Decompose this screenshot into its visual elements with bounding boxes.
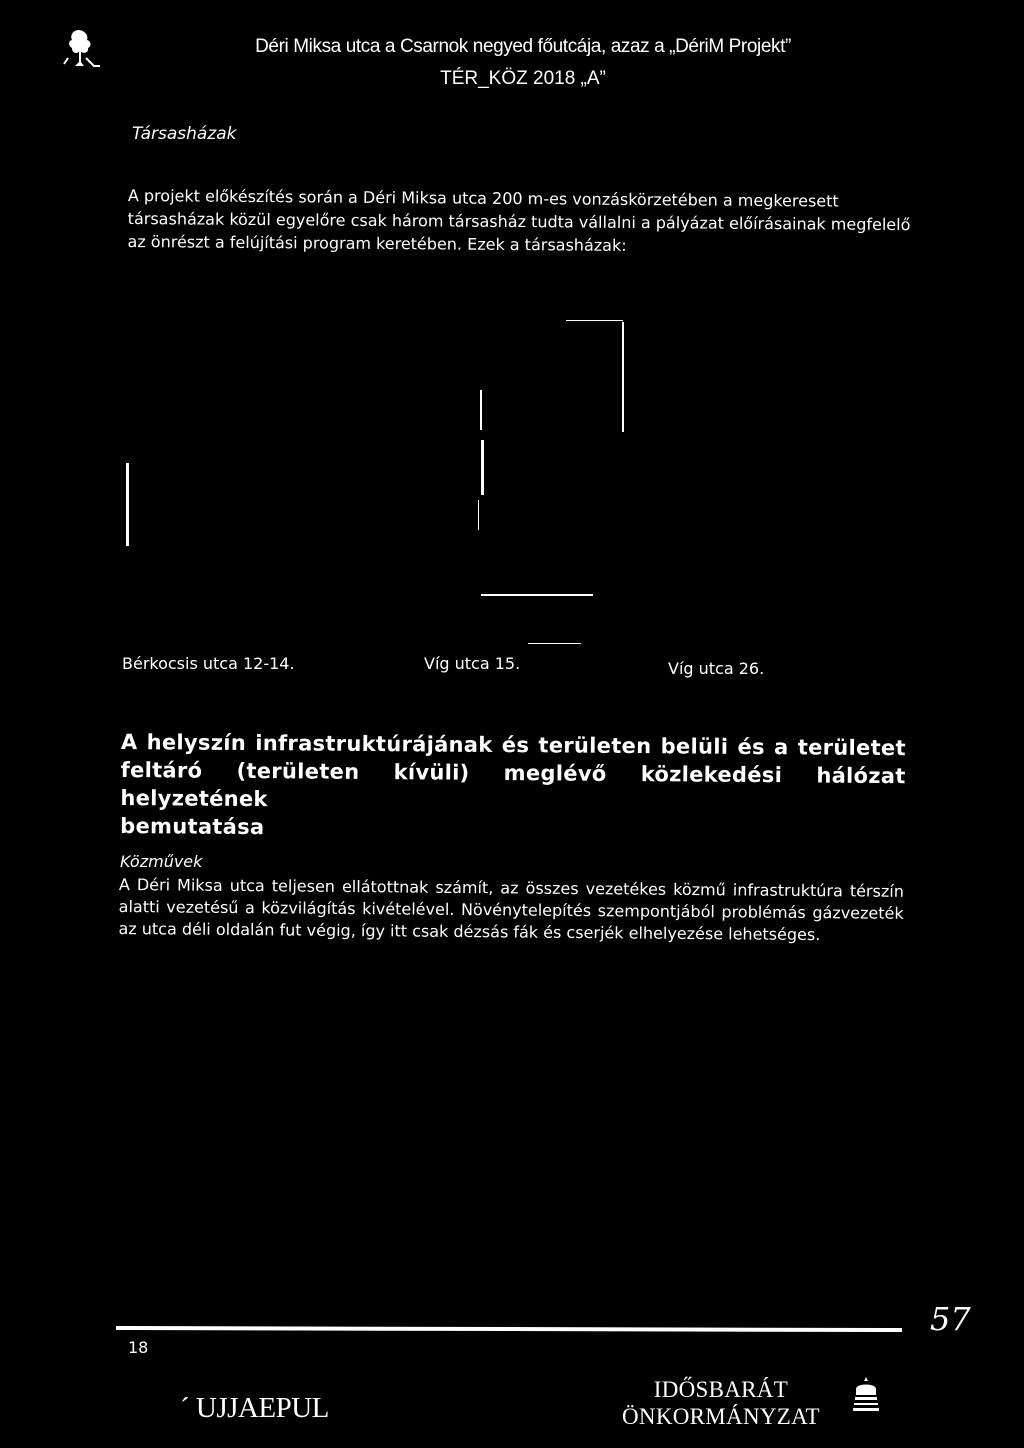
handwritten-page-number: 57 — [930, 1300, 971, 1338]
infrastructure-section-heading — [120, 728, 906, 846]
footer-brand-senior-friendly — [622, 1376, 820, 1430]
heading-line: A helyszín infrastruktúrájának és területen belüli és a területet — [120, 729, 906, 761]
section-heading-condominiums: Társasházak — [132, 124, 237, 144]
document-header-subtitle: TÉR_KÖZ 2018 „A” — [440, 68, 606, 89]
heading-line: feltáró (területen kívüli) meglévő közlekedési hálózat helyzetének — [120, 757, 906, 812]
photo-edge-line — [566, 320, 623, 321]
brand-line: IDŐSBARÁT — [653, 1377, 789, 1402]
page-number: 18 — [128, 1338, 149, 1357]
document-header-title: Déri Miksa utca a Csarnok negyed főutcája, azaz a „DériM Projekt” — [255, 36, 791, 57]
photo-edge-line — [481, 440, 484, 495]
photo-edge-line — [622, 322, 624, 432]
photo-captions — [122, 654, 922, 684]
photo-edge-line — [528, 643, 581, 644]
footer-brand-logo: ´ UJJAEPUL — [180, 1392, 329, 1424]
condominiums-paragraph: A projekt előkészítés során a Déri Miksa utca 200 m-es vonzáskörzetében a megkeresett társasházak közül egyelőre csak három társasház tudta vállalni a pályázat előírásainak megfelelő az önrészt a felújítási program keretében. Ezek a társasházak: — [127, 185, 911, 255]
utilities-paragraph: A Déri Miksa utca teljesen ellátottnak számít, az összes vezetékes közmű infrastruktúra térszín alatti vezetésű a közvilágítás kivételével. Növénytelepítés szempontjából problémás gázvezeték az utca déli oldalán fut végig, így itt csak dézsás fák és cserjék elhelyezése lehetséges. — [118, 874, 904, 945]
utilities-subheading: Közművek — [120, 852, 203, 871]
photo-area — [0, 300, 1024, 650]
photo-edge-line — [480, 390, 482, 430]
photo-caption: Víg utca 15. — [424, 654, 521, 673]
photo-edge-line — [126, 463, 129, 546]
photo-caption: Bérkocsis utca 12-14. — [122, 654, 295, 673]
photo-edge-line — [478, 500, 479, 530]
brand-line: ÖNKORMÁNYZAT — [622, 1404, 820, 1429]
photo-caption: Víg utca 26. — [668, 659, 765, 678]
photo-edge-line — [481, 594, 593, 596]
heading-line: bemutatása — [120, 813, 265, 840]
footer-divider — [116, 1326, 902, 1332]
crown-emblem-icon — [850, 1375, 882, 1413]
